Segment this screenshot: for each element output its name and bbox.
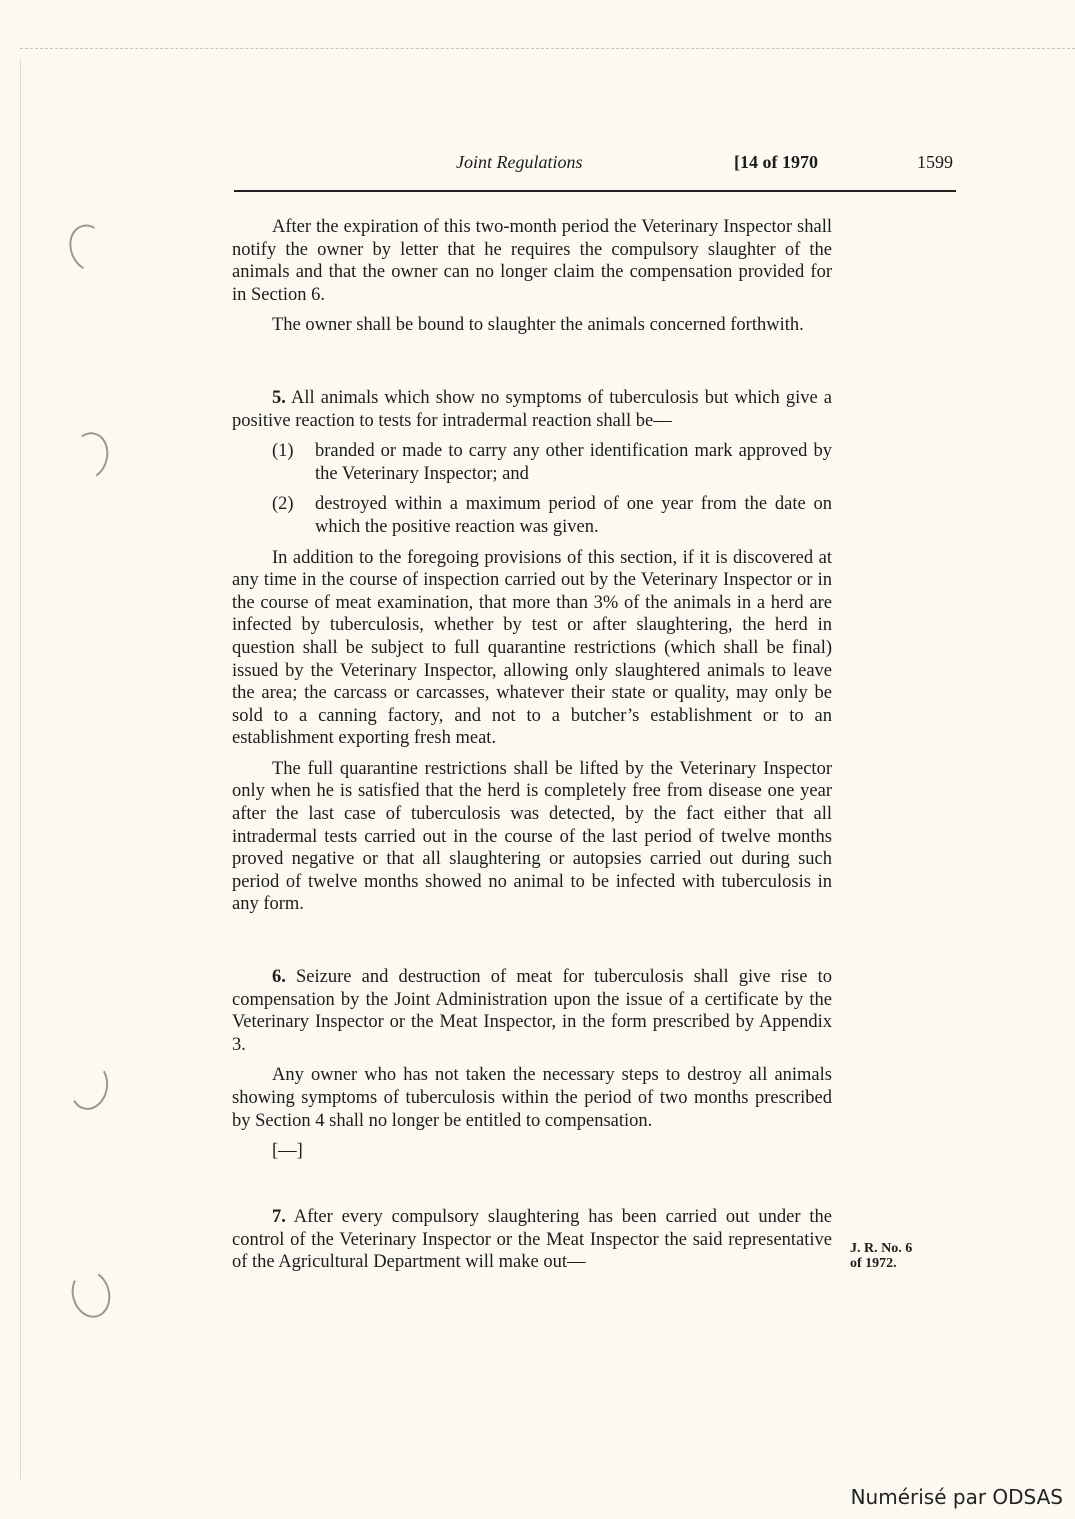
section-number: 5. [272, 387, 286, 408]
omitted-text-marker: [—] [272, 1141, 303, 1162]
page-number: 1599 [917, 152, 953, 172]
margin-note-line: of 1972. [850, 1256, 897, 1271]
digitization-watermark: Numérisé par ODSAS [850, 1485, 1063, 1509]
paragraph: The owner shall be bound to slaughter the animals concerned forthwith. [272, 315, 804, 336]
section-number: 6. [272, 967, 286, 988]
running-header [234, 152, 958, 178]
list-item-number: (2) [272, 494, 294, 515]
list-item-text: destroyed within a maximum period of one year from the date on which the positive reaction was given. [315, 494, 832, 537]
punch-hole [66, 1266, 115, 1322]
section-6 [232, 966, 832, 1056]
header-rule [234, 190, 956, 192]
paragraph: Any owner who has not taken the necessary steps to destroy all animals showing symptoms of tuberculosis within the period of two months prescribed by Section 4 shall no longer be entitled to compensation. [232, 1065, 832, 1131]
margin-note [850, 1241, 912, 1271]
paragraph: The full quarantine restrictions shall be lifted by the Veterinary Inspector only when he is satisfied that the herd is completely free from disease one year after the last case of tuberculosis was detected, by the fact either that all intradermal tests carried out in the course of the last period of twelve months proved negative or that all slaughtering or autopsies carried out during such period of twelve months showed no animal to be infected with tuberculosis in any form. [232, 758, 832, 915]
list-item [232, 493, 832, 538]
list-item-text: branded or made to carry any other identification mark approved by the Veterinary Inspector; and [315, 441, 832, 484]
list-item-number: (1) [272, 441, 294, 462]
punch-hole [66, 1059, 112, 1113]
section-number: 7. [272, 1207, 286, 1228]
section-text: After every compulsory slaughtering has been carried out under the control of the Veterinary Inspector or the Meat Inspector the said representative of the Agricultural Department will make out— [232, 1207, 832, 1273]
punch-hole [64, 428, 113, 484]
punch-hole [63, 219, 115, 277]
section-text: All animals which show no symptoms of tuberculosis but which give a positive reaction to tests for intradermal reaction shall be— [232, 387, 833, 431]
section-7 [232, 1206, 832, 1274]
page-top-edge [20, 48, 1075, 49]
margin-note-line: J. R. No. 6 [850, 1241, 913, 1256]
header-act-reference: [14 of 1970 [734, 152, 818, 172]
header-title: Joint Regulations [456, 152, 583, 172]
section-text: Seizure and destruction of meat for tuberculosis shall give rise to compensation by the Joint Administration upon the issue of a certificate by the Veterinary Inspector or the Meat Inspector, in the form prescribed by Appendix 3. [232, 967, 832, 1055]
document-body [232, 216, 832, 1282]
paragraph: After the expiration of this two-month period the Veterinary Inspector shall notify the owner by letter that he requires the compulsory slaughter of the animals and that the owner can no longer claim the compensation provided for in Section 6. [232, 217, 832, 305]
page-left-edge [20, 60, 21, 1479]
section-5 [232, 387, 832, 432]
list-item [232, 440, 832, 485]
paragraph: In addition to the foregoing provisions of this section, if it is discovered at any time in the course of inspection carried out by the Veterinary Inspector or in the course of meat examination, that more than 3% of the animals in a herd are infected by tuberculosis, whether by test or after slaughtering, the herd in question shall be subject to full quarantine restrictions (which shall be final) issued by the Veterinary Inspector, allowing only slaughtered animals to leave the area; the carcass or carcasses, whatever their state or quality, may only be sold to a canning factory, and not to a butcher’s establishment or to an establishment exporting fresh meat. [232, 547, 832, 749]
